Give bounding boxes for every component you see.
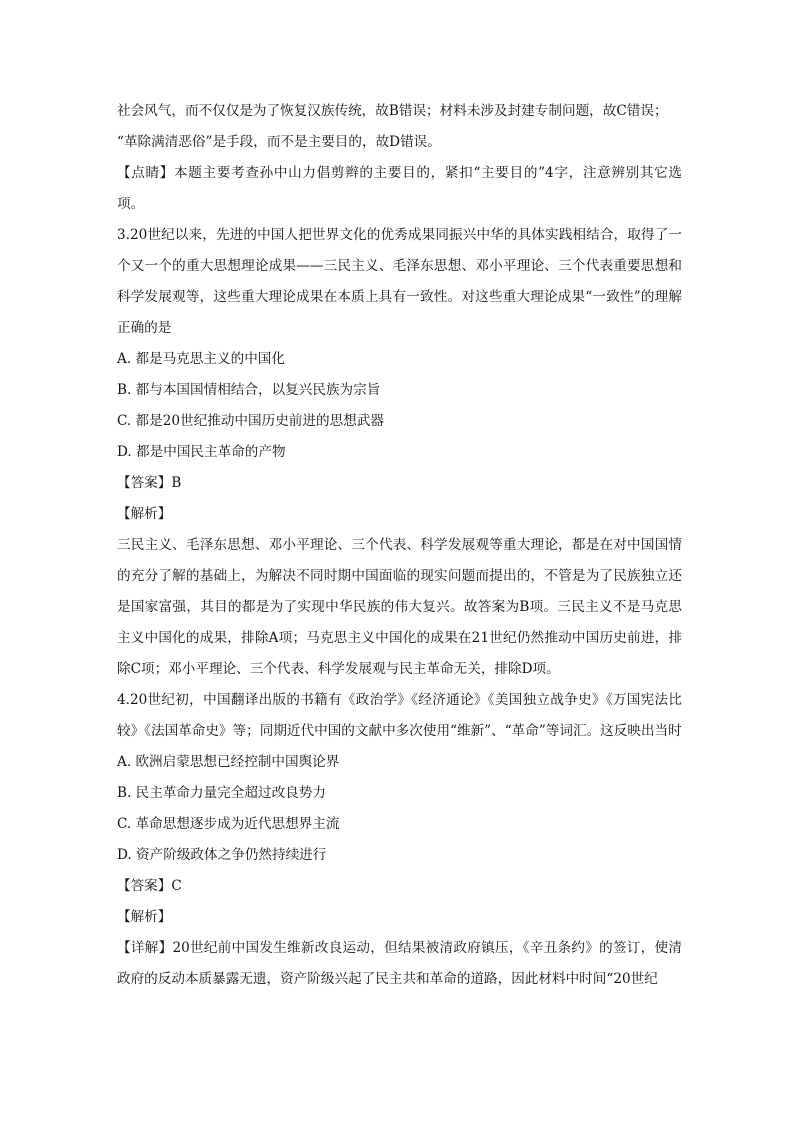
question-3-option-d: D. 都是中国民主革命的产物 (117, 444, 286, 460)
prev-dianjing: 【点睛】本题主要考查孙中山力倡剪辫的主要目的，紧扣“主要目的”4字，注意辨别其它选项。 (117, 165, 682, 212)
question-4-option-c: C. 革命思想逐步成为近代思想界主流 (117, 816, 340, 832)
question-3-analysis-label: 【解析】 (117, 506, 172, 522)
question-4-option-d: D. 资产阶级政体之争仍然持续进行 (117, 847, 327, 863)
question-4-analysis-label: 【解析】 (117, 909, 172, 925)
prev-analysis-line-1: 社会风气，而不仅仅是为了恢复汉族传统，故B错误；材料未涉及封建专制问题，故C错误； (117, 103, 668, 119)
question-3-answer: 【答案】B (117, 475, 182, 491)
prev-analysis-line-2: “革除满清恶俗”是手段，而不是主要目的，故D错误。 (117, 134, 441, 150)
page-content (117, 96, 682, 995)
question-3-analysis: 三民主义、毛泽东思想、邓小平理论、三个代表、科学发展观等重大理论，都是在对中国国情的充分了解的基础上，为解决不同时期中国面临的现实问题而提出的，不管是为了民族独立还是国家富强，其目的都是为了实现中华民族的伟大复兴。故答案为B项。三民主义不是马克思主义中国化的成果，排除A项；马克思主义中国化的成果在21世纪仍然推动中国历史前进，排除C项；邓小平理论、三个代表、科学发展观与民主革命无关，排除D项。 (117, 537, 682, 677)
question-3-option-a: A. 都是马克思主义的中国化 (117, 351, 285, 367)
question-3-option-c: C. 都是20世纪推动中国历史前进的思想武器 (117, 413, 384, 429)
question-4-detail: 【详解】20世纪前中国发生维新改良运动，但结果被清政府镇压，《辛丑条约》的签订，使清政府的反动本质暴露无遗，资产阶级兴起了民主共和革命的道路，因此材料中时间“20世纪 (117, 940, 682, 987)
question-4-option-b: B. 民主革命力量完全超过改良势力 (117, 785, 326, 801)
question-4-stem: 4.20世纪初，中国翻译出版的书籍有《政治学》《经济通论》《美国独立战争史》《万国宪法比较》《法国革命史》等；同期近代中国的文献中多次使用“维新”、“革命”等词汇。这反映出当时 (117, 692, 682, 739)
question-3-option-b: B. 都与本国国情相结合，以复兴民族为宗旨 (117, 382, 381, 398)
question-4-option-a: A. 欧洲启蒙思想已经控制中国舆论界 (117, 754, 340, 770)
question-4-answer: 【答案】C (117, 878, 182, 894)
question-3-stem: 3.20世纪以来，先进的中国人把世界文化的优秀成果同振兴中华的具体实践相结合，取得了一个又一个的重大思想理论成果——三民主义、毛泽东思想、邓小平理论、三个代表重要思想和科学发展观等，这些重大理论成果在本质上具有一致性。对这些重大理论成果“一致性”的理解正确的是 (117, 227, 682, 336)
